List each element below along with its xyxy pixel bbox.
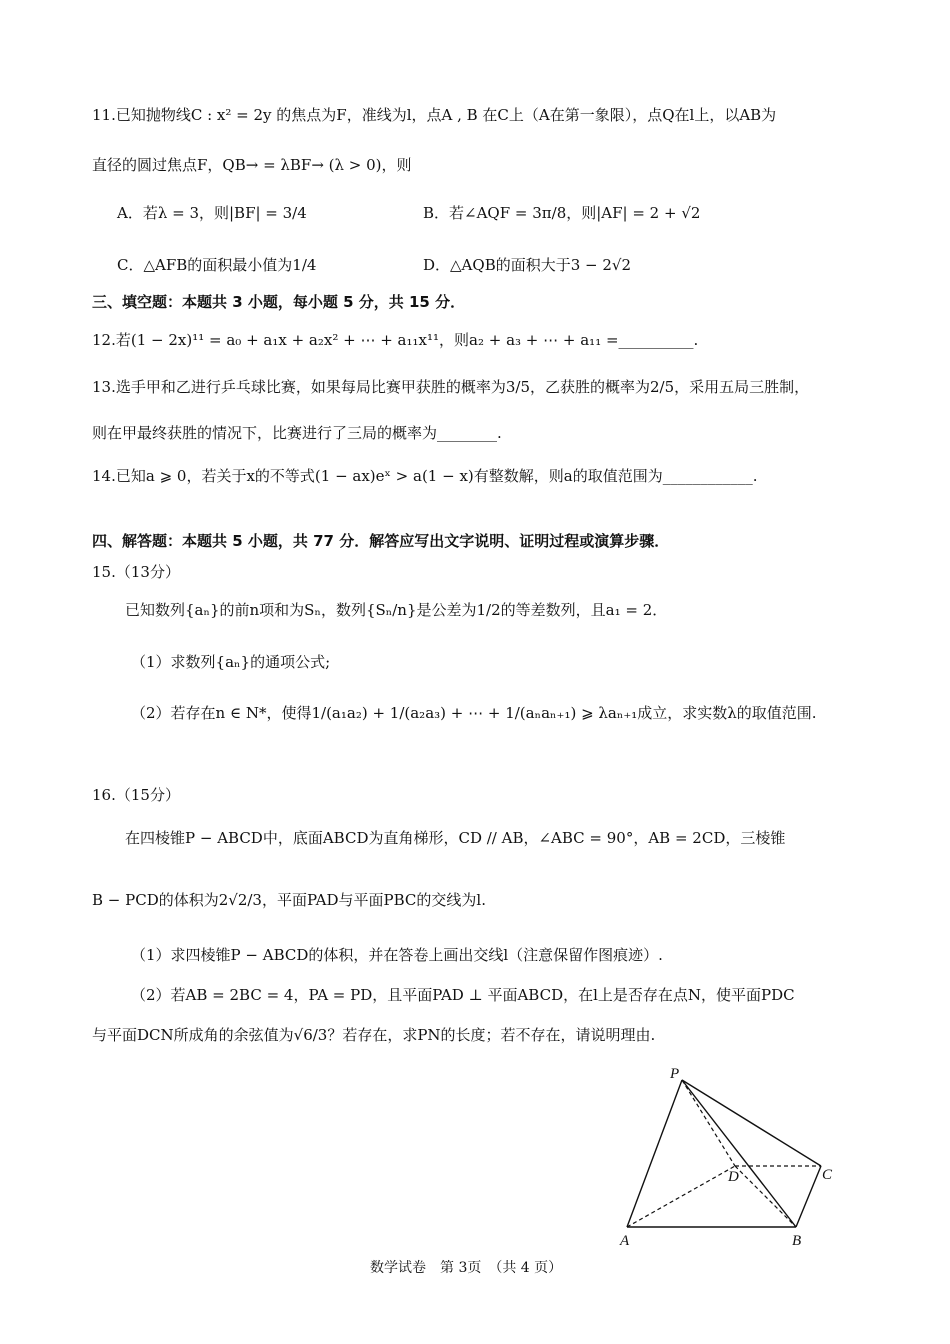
q15-stem: 已知数列{aₙ}的前n项和为Sₙ，数列{Sₙ/n}是公差为1/2的等差数列，且a₁ = 2．: [125, 601, 668, 619]
edge-db-hidden: [735, 1166, 796, 1227]
q13-line1: 13.选手甲和乙进行乒乓球比赛，如果每局比赛甲获胜的概率为3/5，乙获胜的概率为2/5，采用五局三胜制，: [92, 378, 810, 396]
q16-part-2-line1: （2）若AB = 2BC = 4，PA = PD，且平面PAD ⊥ 平面ABCD，在l上是否存在点N，使平面PDC: [131, 986, 795, 1004]
label-b: B: [792, 1233, 802, 1249]
section-3-heading: 三、填空题：本题共 3 小题，每小题 5 分，共 15 分．: [92, 293, 466, 311]
q11-option-a: A．若λ = 3，则|BF| = 3/4: [117, 204, 307, 222]
q16-part-1: （1）求四棱锥P − ABCD的体积，并在答卷上画出交线l（注意保留作图痕迹）.: [131, 946, 663, 964]
q15-part-2: （2）若存在n ∈ N*，使得1/(a₁a₂) + 1/(a₂a₃) + ⋯ + 1/(aₙaₙ₊₁) ⩾ λaₙ₊₁成立，求实数λ的取值范围.: [131, 704, 817, 722]
q11-stem-line1: 11.已知抛物线C : x² = 2y 的焦点为F，准线为l，点A , B 在C上（A在第一象限），点Q在l上，以AB为: [92, 106, 777, 124]
pyramid-figure: [610, 1062, 850, 1252]
edge-ad-hidden: [627, 1166, 735, 1227]
q11-option-d: D．△AQB的面积大于3 − 2√2: [423, 256, 632, 274]
q15-part-1: （1）求数列{aₙ}的通项公式;: [131, 653, 331, 671]
label-d: D: [728, 1169, 739, 1185]
section-4-heading: 四、解答题：本题共 5 小题，共 77 分．解答应写出文字说明、证明过程或演算步骤．: [92, 532, 670, 550]
q15-heading: 15.（13分）: [92, 563, 180, 581]
q11-option-c: C．△AFB的面积最小值为1/4: [117, 256, 317, 274]
label-p: P: [670, 1066, 680, 1082]
q16-part-2-line2: 与平面DCN所成角的余弦值为√6/3？若存在，求PN的长度；若不存在，请说明理由.: [92, 1026, 656, 1044]
edge-pd-hidden: [682, 1080, 735, 1166]
edge-bc: [796, 1166, 821, 1227]
q16-stem-line1: 在四棱锥P − ABCD中，底面ABCD为直角梯形，CD // AB，∠ABC = 90°，AB = 2CD，三棱锥: [125, 829, 786, 847]
q16-heading: 16.（15分）: [92, 786, 180, 804]
label-a: A: [620, 1233, 630, 1249]
edge-pb: [682, 1080, 796, 1227]
q12-text: 12.若(1 − 2x)¹¹ = a₀ + a₁x + a₂x² + ⋯ + a₁₁x¹¹，则a₂ + a₃ + ⋯ + a₁₁ =__________.: [92, 331, 699, 349]
page-footer: 数学试卷 第 3页 （共 4 页）: [370, 1260, 563, 1276]
q13-line2: 则在甲最终获胜的情况下，比赛进行了三局的概率为________.: [92, 424, 502, 442]
edge-pc: [682, 1080, 821, 1166]
edge-pa: [627, 1080, 682, 1227]
q16-stem-line2: B − PCD的体积为2√2/3，平面PAD与平面PBC的交线为l.: [92, 891, 486, 909]
q11-stem-line2: 直径的圆过焦点F，QB→ = λBF→ (λ > 0)，则: [92, 156, 412, 174]
q11-option-b: B．若∠AQF = 3π/8，则|AF| = 2 + √2: [423, 204, 701, 222]
label-c: C: [822, 1167, 833, 1183]
q14-text: 14.已知a ⩾ 0，若关于x的不等式(1 − ax)eˣ > a(1 − x)有整数解，则a的取值范围为____________.: [92, 467, 758, 485]
